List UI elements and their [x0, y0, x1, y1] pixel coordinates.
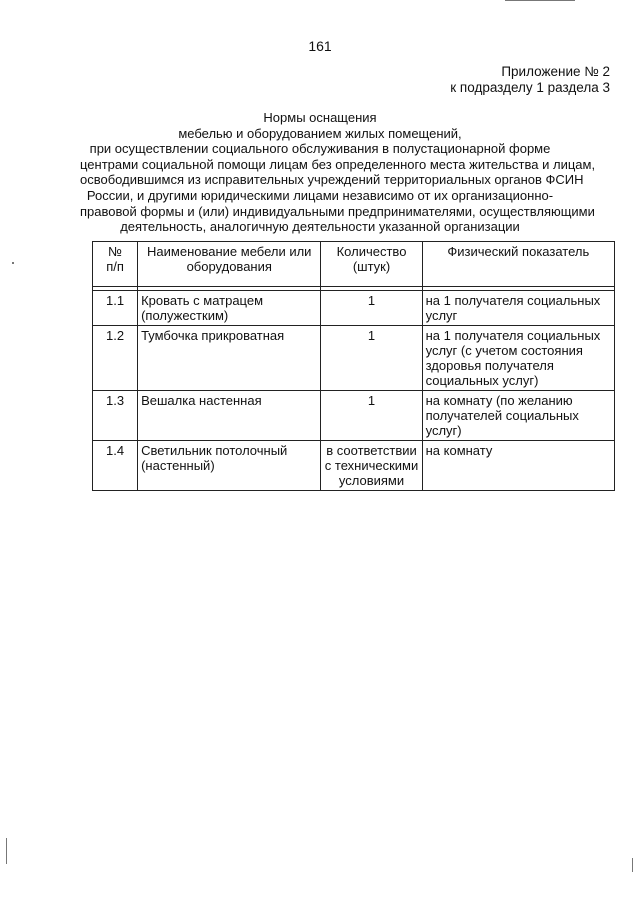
title-line: России, и другими юридическими лицами независимо от их организационно- — [86, 187, 554, 203]
table-row — [93, 291, 615, 326]
table-row — [93, 326, 615, 391]
header-phys: Физический показатель — [422, 242, 614, 287]
cell-phys: на 1 получателя социальных услуг — [422, 291, 614, 326]
table-row — [93, 441, 615, 491]
scan-artifact-bottom-left — [6, 838, 7, 864]
title-line: мебелью и оборудованием жилых помещений, — [178, 125, 462, 141]
title-line: освободившимся из исправительных учреждений территориальных органов ФСИН — [80, 172, 584, 188]
scan-artifact-left — [12, 262, 14, 264]
title-line: правовой формы и (или) индивидуальными предпринимателями, осуществляющими — [80, 203, 595, 219]
page-number: 161 — [308, 38, 332, 54]
cell-phys: на комнату — [422, 441, 614, 491]
appendix-subsection: к подразделу 1 раздела 3 — [450, 80, 610, 95]
cell-num: 1.2 — [93, 326, 138, 391]
cell-num: 1.3 — [93, 391, 138, 441]
cell-name: Вешалка настенная — [138, 391, 321, 441]
equipment-norms-table — [92, 241, 615, 491]
table-header-row — [93, 242, 615, 287]
header-qty: Количество (штук) — [321, 242, 422, 287]
cell-qty: в соответствии с техническими условиями — [321, 441, 422, 491]
header-name: Наименование мебели или оборудования — [138, 242, 321, 287]
cell-name: Кровать с матрацем (полужестким) — [138, 291, 321, 326]
title-line: при осуществлении социального обслуживания в полустационарной форме — [89, 141, 551, 157]
cell-phys: на комнату (по желанию получателей социальных услуг) — [422, 391, 614, 441]
scan-artifact-right — [632, 858, 633, 872]
cell-name: Светильник потолочный (настенный) — [138, 441, 321, 491]
document-title — [80, 110, 596, 235]
scan-artifact-top — [505, 0, 575, 1]
cell-num: 1.1 — [93, 291, 138, 326]
table-row — [93, 391, 615, 441]
header-num: № п/п — [93, 242, 138, 287]
appendix-label — [450, 64, 610, 96]
cell-qty: 1 — [321, 291, 422, 326]
cell-name: Тумбочка прикроватная — [138, 326, 321, 391]
appendix-number: Приложение № 2 — [501, 64, 610, 79]
cell-qty: 1 — [321, 391, 422, 441]
title-line: Нормы оснащения — [263, 110, 377, 125]
cell-qty: 1 — [321, 326, 422, 391]
title-line: деятельность, аналогичную деятельности указанной организации — [120, 219, 520, 235]
cell-num: 1.4 — [93, 441, 138, 491]
title-line: центрами социальной помощи лицам без определенного места жительства и лицам, — [80, 156, 596, 172]
cell-phys: на 1 получателя социальных услуг (с учетом состояния здоровья получателя социальных услуг) — [422, 326, 614, 391]
